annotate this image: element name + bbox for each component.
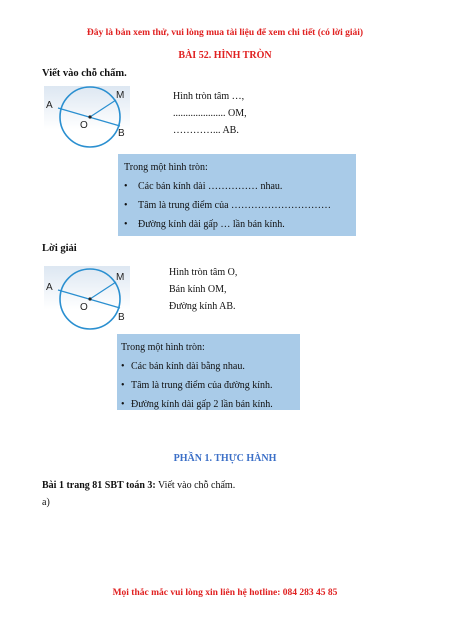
bullet-icon: • (121, 361, 125, 372)
box-item: Các bán kính dài …………… nhau. (138, 181, 283, 192)
radius-om (90, 282, 116, 299)
exercise-heading: Viết vào chỗ chấm. (42, 68, 127, 79)
bullet-icon: • (121, 380, 125, 391)
bullet-icon: • (124, 181, 128, 192)
solution-rule-box (117, 334, 300, 410)
solution-line: Bán kính OM, (169, 284, 227, 295)
box-intro: Trong một hình tròn: (124, 162, 208, 173)
hotline-banner: Mọi thắc mắc vui lòng xin liên hệ hotline: 084 283 45 85 (112, 588, 338, 598)
bai1-question (42, 477, 235, 494)
solution-lines (169, 264, 237, 315)
label-b: B (118, 128, 125, 139)
bai1-instruction: Viết vào chỗ chấm. (155, 480, 236, 491)
exercise-line: …………... AB. (173, 125, 239, 136)
exercise-lines (173, 88, 247, 139)
box-item: Tâm là trung điểm của ………………………… (138, 200, 332, 211)
solution-line: Đường kính AB. (169, 301, 236, 312)
label-o: O (80, 302, 88, 313)
lesson-title: BÀI 52. HÌNH TRÒN (178, 50, 272, 61)
solution-line: Hình tròn tâm O, (169, 267, 238, 278)
box-item: Tâm là trung điểm của đường kính. (131, 380, 273, 391)
box-item: Các bán kính dài bằng nhau. (131, 361, 245, 372)
bullet-icon: • (124, 219, 128, 230)
circle-figure-solution (44, 264, 134, 334)
label-a: A (46, 100, 53, 111)
label-o: O (80, 120, 88, 131)
bullet-icon: • (124, 200, 128, 211)
exercise-line: Hình tròn tâm …, (173, 91, 245, 102)
radius-om (90, 100, 116, 117)
circle-figure-exercise (44, 84, 134, 150)
solution-heading: Lời giải (42, 243, 77, 254)
label-m: M (116, 272, 125, 283)
exercise-rule-box (118, 154, 356, 236)
box-item: Đường kính dài gấp 2 lần bán kính. (131, 399, 273, 410)
box-intro: Trong một hình tròn: (121, 342, 205, 353)
label-m: M (116, 90, 125, 101)
center-point (88, 115, 91, 118)
box-item: Đường kính dài gấp … lần bán kính. (138, 219, 285, 230)
bullet-icon: • (121, 399, 125, 410)
label-a: A (46, 282, 53, 293)
center-point (88, 297, 91, 300)
bai1-subpart: a) (42, 497, 50, 508)
exercise-line: ..................... OM, (173, 108, 247, 119)
bai1-label: Bài 1 trang 81 SBT toán 3: (42, 480, 156, 491)
preview-banner: Đây là bản xem thử, vui lòng mua tài liệu để xem chi tiết (có lời giải) (86, 28, 364, 38)
label-b: B (118, 312, 125, 323)
part-heading: PHẦN 1. THỰC HÀNH (173, 453, 277, 464)
